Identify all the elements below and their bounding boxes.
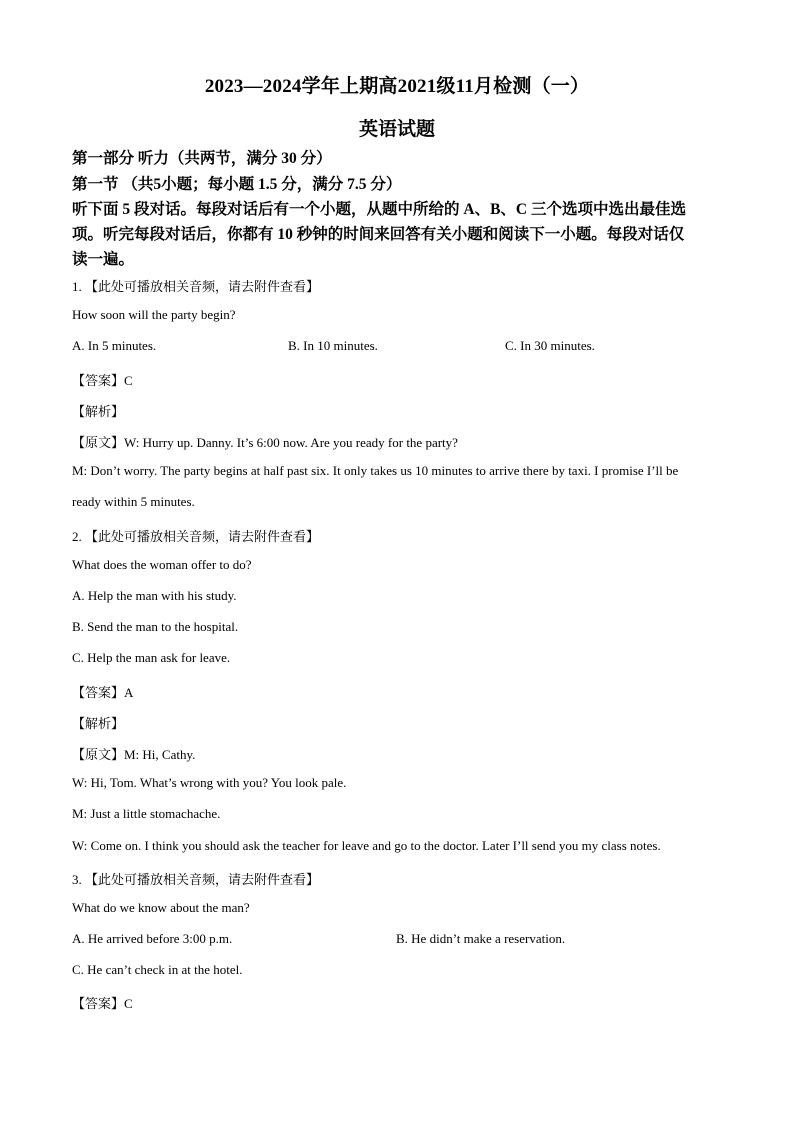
q2-analysis-label: 【解析】 <box>72 716 125 731</box>
q3-question: What do we know about the man? <box>72 900 250 915</box>
q1-question: How soon will the party begin? <box>72 307 236 322</box>
q3-answer: 【答案】C <box>72 996 133 1011</box>
page-title: 2023—2024学年上期高2021级11月检测（一） <box>204 76 590 97</box>
q1-transcript-line: ready within 5 minutes. <box>72 494 195 509</box>
q3-option-b: B. He didn’t make a reservation. <box>396 931 566 946</box>
part-heading: 第一部分 听力（共两节，满分 30 分） <box>72 150 332 167</box>
q2-transcript-line: W: Hi, Tom. What’s wrong with you? You look pale. <box>72 775 347 790</box>
q2-transcript-line: 【原文】M: Hi, Cathy. <box>72 747 196 762</box>
instruction-line-1: 听下面 5 段对话。每段对话后有一个小题，从题中所给的 A、B、C 三个选项中选出最佳选 <box>72 201 686 218</box>
q2-audio-link[interactable]: 2. 【此处可播放相关音频，请去附件查看】 <box>72 529 320 544</box>
q3-audio-link[interactable]: 3. 【此处可播放相关音频，请去附件查看】 <box>72 872 320 887</box>
q1-transcript-line: 【原文】W: Hurry up. Danny. It’s 6:00 now. Are you ready for the party? <box>72 435 458 450</box>
q1-option-b: B. In 10 minutes. <box>288 338 378 353</box>
instruction-line-3: 读一遍。 <box>72 251 135 268</box>
q1-audio-link[interactable]: 1. 【此处可播放相关音频，请去附件查看】 <box>72 279 320 294</box>
q3-option-a: A. He arrived before 3:00 p.m. <box>72 931 233 946</box>
q1-answer: 【答案】C <box>72 373 133 388</box>
section-heading: 第一节 （共5小题；每小题 1.5 分，满分 7.5 分） <box>72 176 402 193</box>
q2-option-c: C. Help the man ask for leave. <box>72 650 231 665</box>
q2-transcript-line: W: Come on. I think you should ask the teacher for leave and go to the doctor. Later I’ll send you my class notes. <box>72 838 661 853</box>
q3-option-c: C. He can’t check in at the hotel. <box>72 962 243 977</box>
q1-analysis-label: 【解析】 <box>72 404 125 419</box>
instruction-line-2: 项。听完每段对话后，你都有 10 秒钟的时间来回答有关小题和阅读下一小题。每段对话仅 <box>72 226 685 243</box>
q2-option-a: A. Help the man with his study. <box>72 588 237 603</box>
q1-option-c: C. In 30 minutes. <box>505 338 595 353</box>
page-subtitle: 英语试题 <box>358 119 435 140</box>
q2-answer: 【答案】A <box>72 685 134 700</box>
q2-transcript-line: M: Just a little stomachache. <box>72 806 221 821</box>
q1-option-a: A. In 5 minutes. <box>72 338 157 353</box>
q2-question: What does the woman offer to do? <box>72 557 252 572</box>
q2-option-b: B. Send the man to the hospital. <box>72 619 239 634</box>
q1-transcript-line: M: Don’t worry. The party begins at half past six. It only takes us 10 minutes to arrive there by taxi. I promise I’ll be <box>72 463 679 478</box>
